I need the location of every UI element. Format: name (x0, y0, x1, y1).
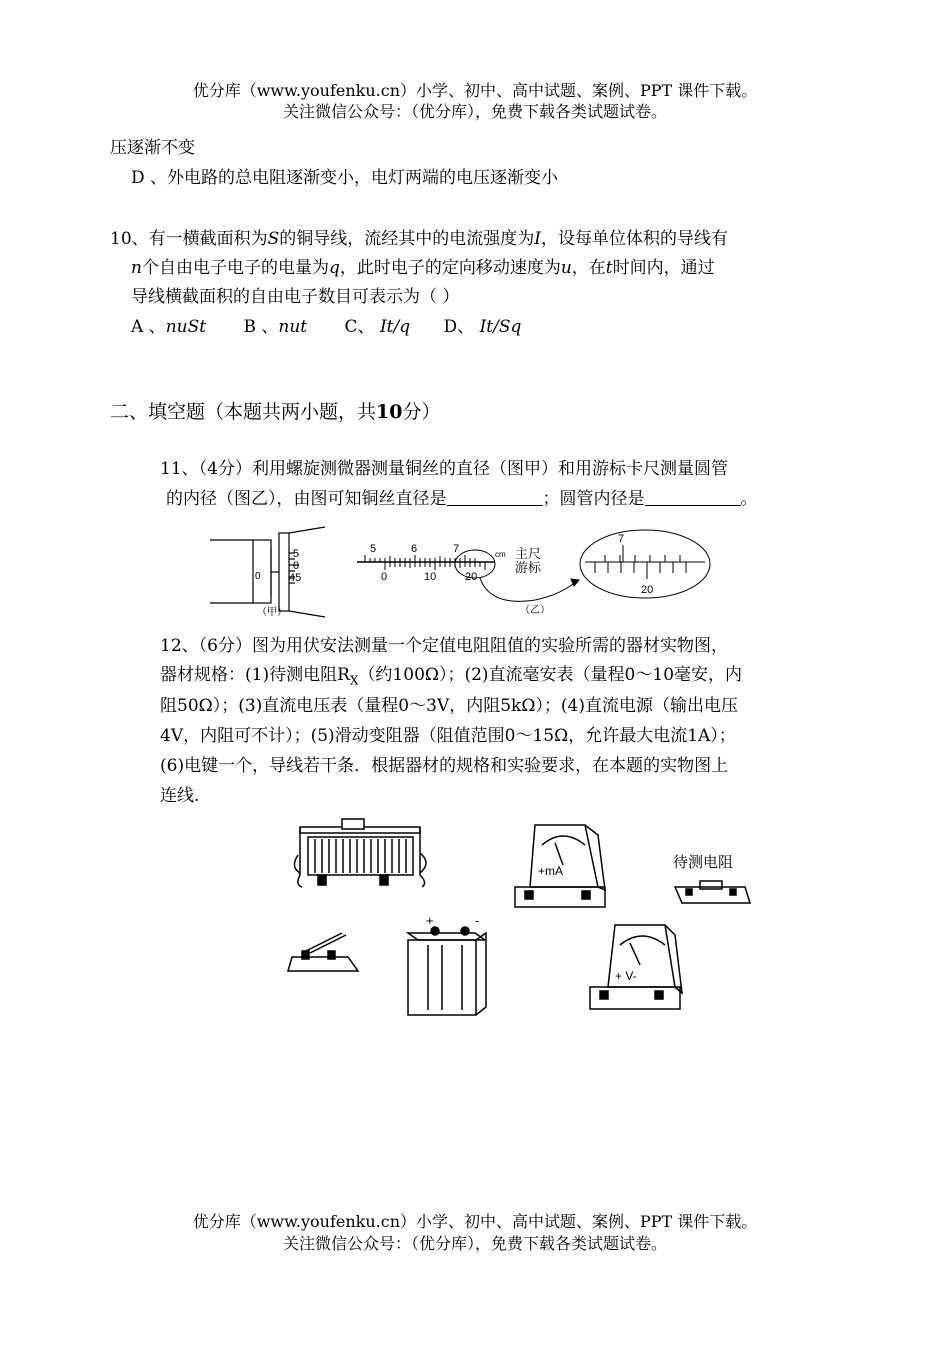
caliper-vernier-tick-10: 10 (424, 571, 437, 583)
battery-plus-label: + (426, 913, 434, 928)
q10-option-d: D、 It/Sq (443, 317, 522, 337)
micrometer-label-0: 0 (293, 560, 300, 572)
q10-text: 个自由电子电子的电量为 (141, 258, 329, 278)
q10-text: ，在 (571, 258, 606, 278)
q12-line6: 连线. (160, 786, 200, 806)
voltmeter-icon (590, 925, 682, 1009)
q11-line2: 的内径（图乙），由图可知铜丝直径是 ；圆管内径是 。 (166, 489, 758, 509)
q9-option-d: D 、外电路的总电阻逐渐变小，电灯两端的电压逐渐变小 (131, 168, 559, 188)
switch-icon (288, 933, 358, 971)
caliper-main-tick-6: 6 (411, 543, 418, 555)
micrometer-figure (210, 527, 325, 617)
q10-option-c: C、 It/q (344, 317, 411, 337)
caliper-vernier-tick-20: 20 (465, 571, 478, 583)
milliammeter-label: +mA (538, 864, 564, 878)
section2-title: 二、填空题（本题共两小题，共10分） (110, 401, 441, 423)
q10-options (131, 312, 521, 342)
q10-option-b: B 、nut (243, 317, 308, 337)
q11-figure (205, 525, 715, 620)
q10-line3: 导线横截面积的自由电子数目可表示为（ ） (131, 287, 460, 307)
q10-var-i: I (534, 229, 542, 249)
micrometer-label-45: 45 (289, 572, 302, 584)
q10-var-t: t (605, 258, 613, 278)
apparatus-figure (280, 815, 760, 1020)
page-footer-line1: 优分库（www.youfenku.cn）小学、初中、高中试题、案例、PPT 课件下载。 (192, 1212, 758, 1231)
rheostat-icon (294, 819, 426, 887)
micrometer-sleeve-label: 0 (255, 571, 261, 582)
caliper-main-scale-label: 主尺 (515, 546, 542, 561)
battery-icon (408, 927, 486, 1015)
q10-option-a: A 、nuSt (131, 317, 207, 337)
answer-blank-diameter[interactable] (447, 487, 543, 506)
q12-line1: 12、（6分）图为用伏安法测量一个定值电阻阻值的实验所需的器材实物图， (160, 636, 728, 656)
micrometer-label-5: 5 (293, 548, 300, 560)
zoom-tick-7: 7 (618, 533, 625, 545)
micrometer-caption: （甲） (257, 607, 287, 618)
resistor-label: 待测电阻 (673, 854, 734, 871)
caliper-unit: cm (495, 550, 506, 559)
caliper-main-tick-5: 5 (370, 543, 377, 555)
q12-line2: 器材规格：(1)待测电阻$R_X$（约100Ω）；(2)直流毫安表（量程0～10毫安，内 (160, 665, 743, 688)
caliper-caption: （乙） (520, 605, 550, 616)
caliper-vernier-label: 游标 (515, 560, 542, 575)
q12-line4: 4V，内阻可不计）；(5)滑动变阻器（阻值范围0～15Ω，允许最大电流1A）； (160, 726, 736, 746)
page-header-line2: 关注微信公众号：（优分库），免费下载各类试题试卷。 (282, 102, 667, 121)
q11-line1: 11、（4分）利用螺旋测微器测量铜丝的直径（图甲）和用游标卡尺测量圆管 (160, 459, 728, 479)
q10-var-s: S (267, 229, 280, 249)
caliper-main-tick-7: 7 (453, 543, 460, 555)
q10-text: 有一横截面积为 (148, 229, 268, 249)
q12-line5: (6)电键一个，导线若干条．根据器材的规格和实验要求，在本题的实物图上 (160, 756, 729, 776)
page-header-line1: 优分库（www.youfenku.cn）小学、初中、高中试题、案例、PPT 课件下载。 (192, 81, 758, 100)
q12-line3: 阻50Ω）；(3)直流电压表（量程0～3V，内阻5kΩ）；(4)直流电源（输出电压 (160, 696, 739, 716)
caliper-vernier-tick-0: 0 (381, 571, 388, 583)
q10-text: 时间内，通过 (612, 258, 715, 278)
battery-minus-label: - (475, 913, 480, 928)
page-footer-line2: 关注微信公众号：（优分库），免费下载各类试题试卷。 (282, 1234, 667, 1253)
q10-text: 的铜导线，流经其中的电流强度为 (279, 229, 535, 249)
resistor-icon (675, 881, 750, 903)
voltmeter-label: + V- (615, 969, 637, 983)
q9-option-c-tail: 压逐渐不变 (110, 138, 195, 158)
q10-var-q: q (328, 258, 340, 278)
q10-number: 10、 (110, 229, 149, 249)
q10-line1 (110, 224, 728, 254)
zoom-tick-20: 20 (641, 584, 654, 596)
q10-var-n: n (131, 258, 142, 278)
q10-var-u: u (560, 258, 572, 278)
q10-text: ，此时电子的定向移动速度为 (339, 258, 561, 278)
q10-line2 (131, 253, 715, 283)
answer-blank-inner-diameter[interactable] (645, 487, 741, 506)
section2-score: 10 (376, 401, 403, 423)
q10-text: ，设每单位体积的导线有 (541, 229, 729, 249)
